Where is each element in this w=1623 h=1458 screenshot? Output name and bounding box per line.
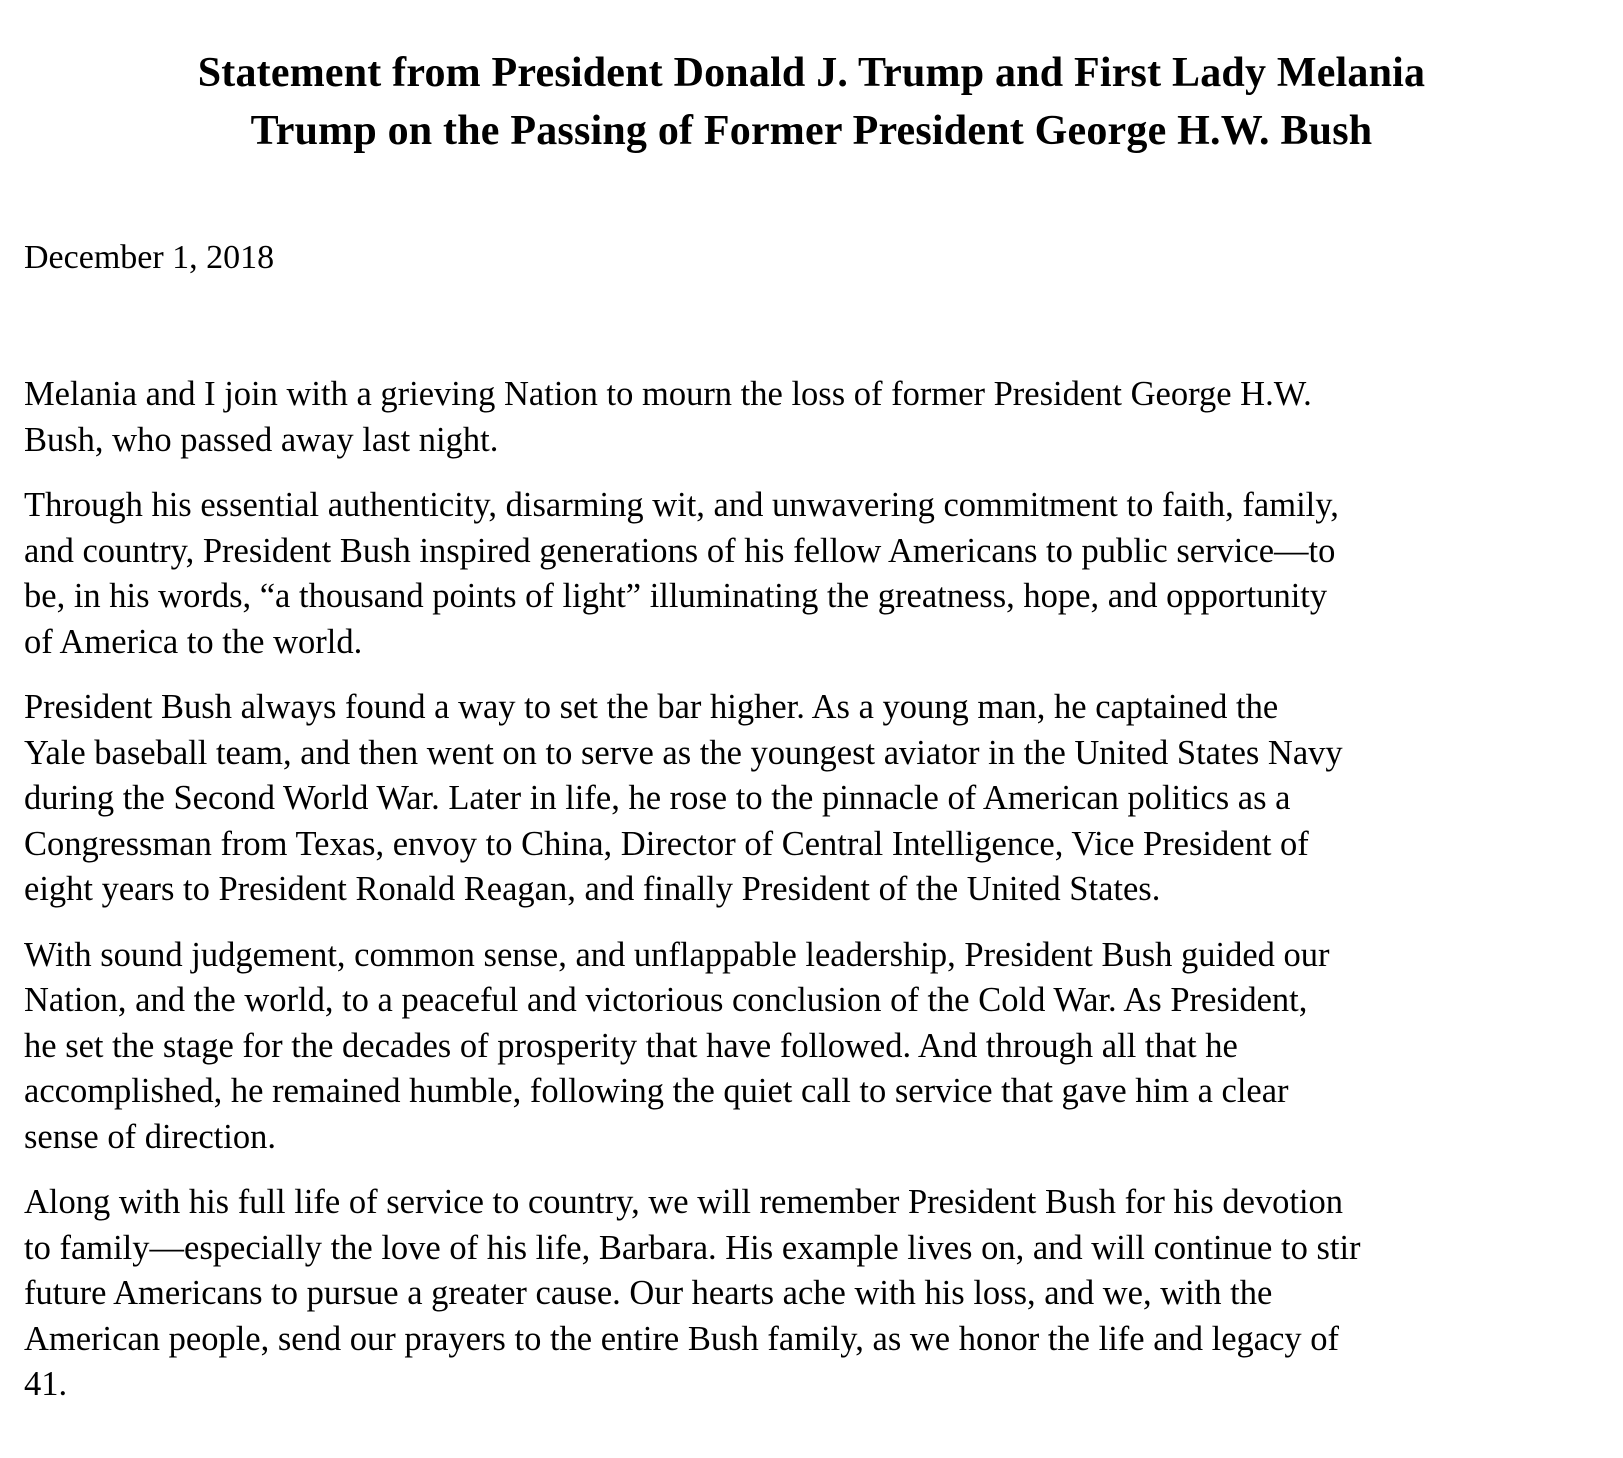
statement-title	[24, 44, 1599, 160]
paragraph-line: Through his essential authenticity, disarming wit, and unwavering commitment to faith, family,	[24, 486, 1339, 524]
paragraph-line: President Bush always found a way to set the bar higher. As a young man, he captained the	[24, 688, 1279, 726]
paragraph-line: sense of direction.	[24, 1117, 276, 1156]
statement-date: December 1, 2018	[24, 239, 275, 276]
paragraph-line: be, in his words, “a thousand points of light” illuminating the greatness, hope, and opportunity	[24, 577, 1328, 615]
paragraph-1	[24, 372, 1604, 463]
paragraph-line: Bush, who passed away last night.	[24, 420, 499, 459]
paragraph-line: during the Second World War. Later in life, he rose to the pinnacle of American politics as a	[24, 779, 1291, 817]
paragraph-line: future Americans to pursue a greater cause. Our hearts ache with his loss, and we, with the	[24, 1274, 1273, 1312]
paragraph-line: American people, send our prayers to the entire Bush family, as we honor the life and legacy of	[24, 1319, 1340, 1358]
paragraph-line: 41.	[24, 1365, 68, 1403]
title-line: Trump on the Passing of Former President George H.W. Bush	[250, 108, 1373, 154]
paragraph-line: With sound judgement, common sense, and unflappable leadership, President Bush guided our	[24, 935, 1330, 974]
paragraph-line: Nation, and the world, to a peaceful and victorious conclusion of the Cold War. As President,	[24, 981, 1308, 1019]
paragraph-line: Yale baseball team, and then went on to serve as the youngest aviator in the United States Navy	[24, 733, 1343, 772]
title-line: Statement from President Donald J. Trump and First Lady Melania	[197, 50, 1426, 96]
paragraph-2	[24, 483, 1604, 665]
paragraph-3	[24, 685, 1604, 913]
paragraph-line: Melania and I join with a grieving Nation to mourn the loss of former President George H.W.	[24, 375, 1312, 413]
paragraph-line: Congressman from Texas, envoy to China, Director of Central Intelligence, Vice President of	[24, 824, 1309, 863]
paragraph-line: to family—especially the love of his life, Barbara. His example lives on, and will continue to stir	[24, 1228, 1361, 1267]
paragraph-line: eight years to President Ronald Reagan, and finally President of the United States.	[24, 870, 1161, 908]
paragraph-5	[24, 1180, 1604, 1408]
paragraph-line: accomplished, he remained humble, following the quiet call to service that gave him a clear	[24, 1072, 1289, 1110]
paragraph-line: he set the stage for the decades of prosperity that have followed. And through all that he	[24, 1026, 1238, 1065]
paragraph-line: and country, President Bush inspired generations of his fellow Americans to public service—to	[24, 531, 1336, 570]
paragraph-line: of America to the world.	[24, 622, 363, 661]
statement-body	[24, 372, 1604, 1428]
paragraph-line: Along with his full life of service to country, we will remember President Bush for his devotion	[24, 1183, 1344, 1221]
paragraph-4	[24, 933, 1604, 1161]
